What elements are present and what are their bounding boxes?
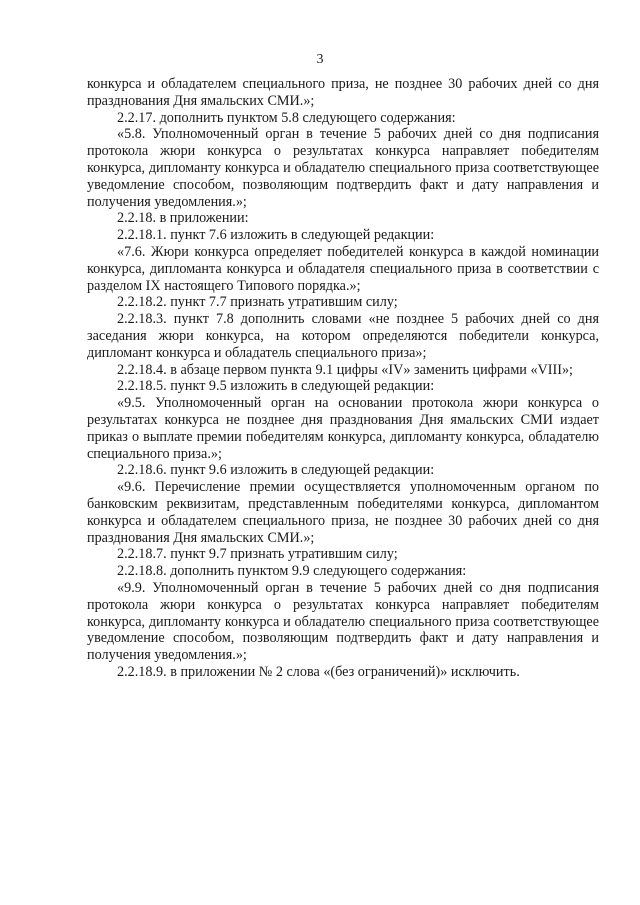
paragraph: «9.5. Уполномоченный орган на основании протокола жюри конкурса о результатах конкурса не позднее дня празднования Дня ямальских СМИ издает приказ о выплате премии победителям конкурса, дипломанту конкурса, обладателю специального приза.»;	[87, 395, 599, 462]
paragraph: «7.6. Жюри конкурса определяет победителей конкурса в каждой номинации конкурса, дипломанта конкурса и обладателя специального приза в соответствии с разделом IX настоящего Типового порядка.»;	[87, 243, 599, 294]
paragraph: «9.6. Перечисление премии осуществляется уполномоченным органом по банковским реквизитам, представленным победителями конкурса, дипломантом конкурса и обладателем специального приза, не позднее 30 рабочих дней со дня празднования Дня ямальских СМИ.»;	[87, 479, 599, 546]
paragraph: 2.2.18.3. пункт 7.8 дополнить словами «не позднее 5 рабочих дней со дня заседания жюри конкурса, на котором определяются победители конкурса, дипломант конкурса и обладатель специального приза»;	[87, 311, 599, 361]
paragraph: конкурса и обладателем специального приза, не позднее 30 рабочих дней со дня празднования Дня ямальских СМИ.»;	[87, 76, 599, 109]
paragraph: 2.2.18. в приложении:	[117, 210, 249, 227]
paragraph: 2.2.18.7. пункт 9.7 признать утратившим силу;	[117, 546, 398, 563]
paragraph: 2.2.18.5. пункт 9.5 изложить в следующей редакции:	[117, 378, 435, 395]
paragraph: 2.2.17. дополнить пунктом 5.8 следующего содержания:	[117, 109, 456, 126]
paragraph: 2.2.18.2. пункт 7.7 признать утратившим силу;	[117, 294, 398, 311]
paragraph: «5.8. Уполномоченный орган в течение 5 рабочих дней со дня подписания протокола жюри конкурса о результатах конкурса направляет победителям конкурса, дипломанту конкурса и обладателю специального приза соответствующее уведомление способом, позволяющим подтвердить факт и дату направления и получения уведомления.»;	[87, 126, 599, 210]
paragraph: 2.2.18.4. в абзаце первом пункта 9.1 цифры «IV» заменить цифрами «VIII»;	[117, 361, 573, 378]
paragraph: 2.2.18.1. пункт 7.6 изложить в следующей редакции:	[117, 227, 435, 244]
paragraph: 2.2.18.8. дополнить пунктом 9.9 следующего содержания:	[117, 563, 467, 580]
paragraph: 2.2.18.9. в приложении № 2 слова «(без ограничений)» исключить.	[117, 663, 520, 680]
document-body	[87, 76, 599, 681]
page-number: 3	[316, 52, 324, 67]
paragraph: «9.9. Уполномоченный орган в течение 5 рабочих дней со дня подписания протокола жюри конкурса о результатах конкурса направляет победителям конкурса, дипломанту конкурса и обладателю специального приза соответствующее уведомление способом, позволяющим подтвердить факт и дату направления и получения уведомления.»;	[87, 579, 599, 664]
paragraph: 2.2.18.6. пункт 9.6 изложить в следующей редакции:	[117, 462, 435, 479]
